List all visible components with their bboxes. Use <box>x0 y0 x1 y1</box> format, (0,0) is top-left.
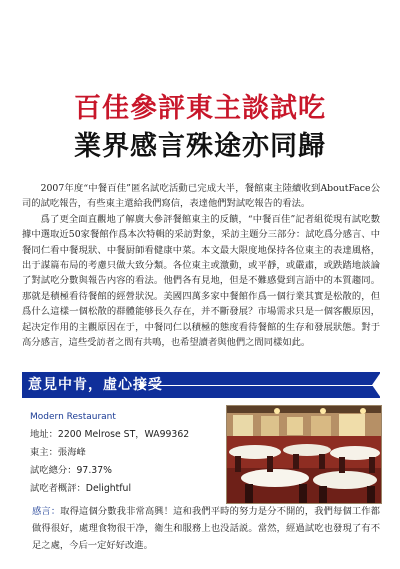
restaurant-info <box>30 408 225 498</box>
summary-value: Delightful <box>85 483 132 494</box>
address-row <box>30 426 225 444</box>
quote-label: 感言： <box>32 506 61 517</box>
owner-quote <box>32 503 380 554</box>
owner-label: 東主： <box>30 447 58 458</box>
score-row <box>30 462 225 480</box>
restaurant-photo <box>226 405 382 504</box>
banner-notch <box>372 372 381 398</box>
arrow-decoration <box>140 381 147 389</box>
article-paragraph-2: 爲了更全面直觀地了解廣大參評餐館東主的反饋，“中餐百佳”記者組從現有試吃數據中選取近50家餐館作爲本次特輯的采訪對象，采訪主題分三部分：試吃爲分感言、中餐同仁看中餐現狀、中餐厨師看健康中菜。本文最大限度地保持各位東主的表達風格，出于謀篇布局的考慮只做大致分類。各位東主或激動，或平靜，或嚴肅，或跌踏地談論了對試吃分數與報告内容的看法。他們各有見地，但是不難感覺到言語中的本質趨同。那就是積極看待餐館的經營狀況。美國四萬多家中餐館作爲一個行業其實是松散的，但爲什么這樣一個松散的群體能够長久存在，并不斷發展？市場需求只是一個客觀原因，起决定作用的主觀原因在于，中餐同仁以積極的態度看待餐館的生存和發展狀態。對于高分感言，這些受訪者之間有共鳴，也希望讀者與他們之間同樣如此。 <box>22 213 380 349</box>
summary-row <box>30 480 225 498</box>
section-banner <box>22 372 380 398</box>
subheadline: 業界感言殊途亦同歸 <box>74 131 326 162</box>
address-label: 地址： <box>30 429 58 440</box>
quote-text: 取得這個分數我非常高興！這和我們平時的努力是分不開的，我們每個工作都做得很好，處理食物很干净，衛生和服務上也没話説。當然，經過試吃也發現了有不足之處，今后一定好好改進。 <box>32 506 380 551</box>
owner-value: 張海峰 <box>57 447 86 458</box>
headline: 百佳參評東主談試吃 <box>74 93 326 124</box>
banner-rule <box>148 385 374 386</box>
score-label: 試吃總分： <box>30 465 77 476</box>
restaurant-name-row <box>30 408 225 426</box>
owner-row <box>30 444 225 462</box>
restaurant-name: Modern Restaurant <box>30 412 116 422</box>
score-value: 97.37% <box>76 465 112 476</box>
address-value: 2200 Melrose ST，WA99362 <box>57 429 190 440</box>
section-heading: 意見中肯，虛心接受 <box>28 377 163 393</box>
summary-label: 試吃者概評： <box>30 483 86 494</box>
article-paragraph-1: 2007年度“中餐百佳”匿名試吃活動已完成大半，餐館東主陸續收到AboutFace公司的試吃報告，有些東主還給我們寫信，表達他們對試吃報告的看法。 <box>22 183 380 210</box>
article-body <box>22 181 380 350</box>
